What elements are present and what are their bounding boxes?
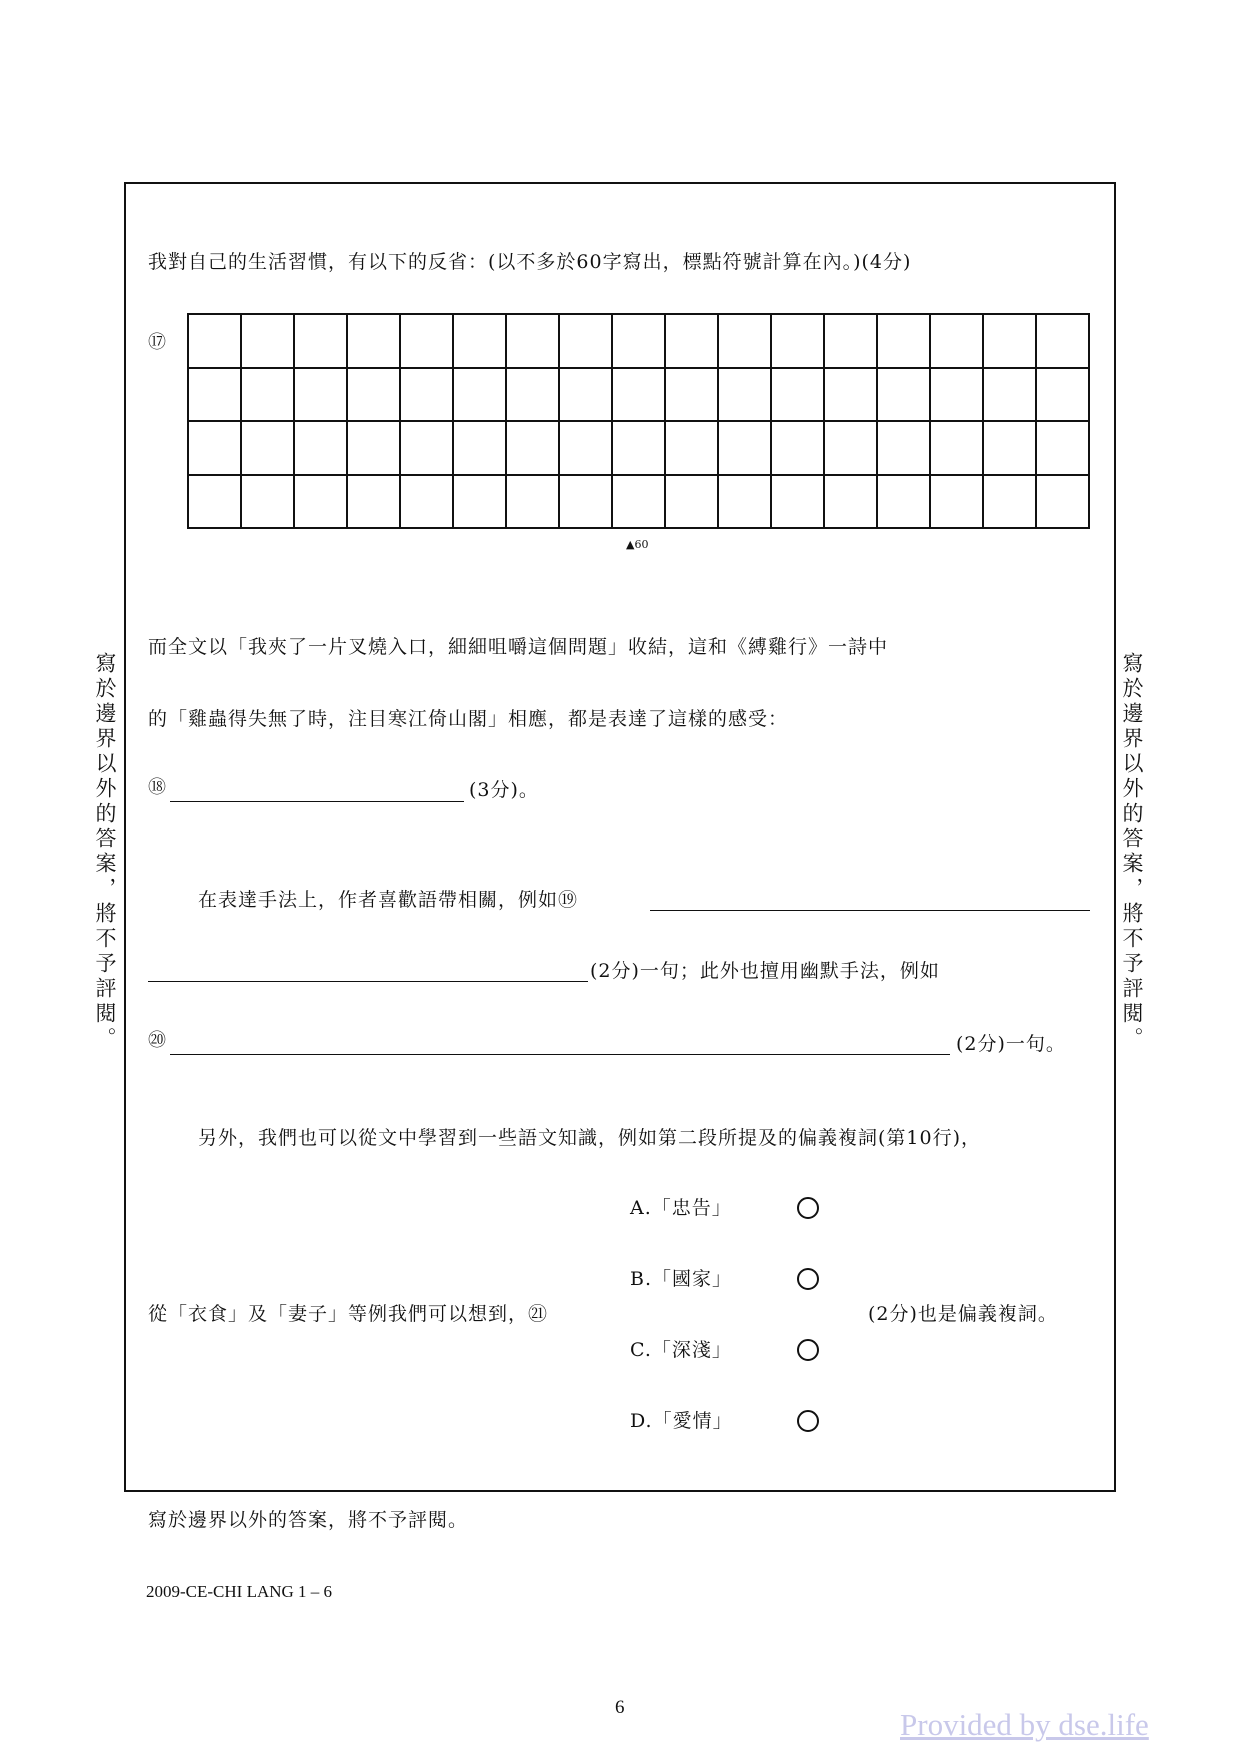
watermark: Provided by dse.life [900, 1707, 1149, 1742]
option-d-radio[interactable] [797, 1410, 819, 1432]
grid-cell[interactable] [772, 476, 825, 530]
grid-cell[interactable] [348, 422, 401, 476]
q20-answer-line[interactable] [170, 1054, 950, 1055]
grid-cell[interactable] [189, 369, 242, 423]
grid-cell[interactable] [719, 315, 772, 369]
grid-cell[interactable] [507, 315, 560, 369]
grid-cell[interactable] [825, 422, 878, 476]
grid-cell[interactable] [1037, 476, 1090, 530]
grid-cell[interactable] [719, 422, 772, 476]
grid-cell[interactable] [772, 422, 825, 476]
grid-cell[interactable] [295, 369, 348, 423]
grid-cell[interactable] [507, 422, 560, 476]
grid-cell[interactable] [931, 369, 984, 423]
option-a-label: A.「忠告」 [630, 1197, 732, 1219]
grid-cell[interactable] [719, 476, 772, 530]
grid-cell[interactable] [348, 476, 401, 530]
grid-cell[interactable] [666, 476, 719, 530]
grid-cell[interactable] [401, 315, 454, 369]
grid-cell[interactable] [613, 476, 666, 530]
grid-cell[interactable] [878, 315, 931, 369]
grid-cell[interactable] [401, 476, 454, 530]
grid-cell[interactable] [1037, 369, 1090, 423]
grid-cell[interactable] [401, 422, 454, 476]
grid-cell[interactable] [825, 315, 878, 369]
grid-cell[interactable] [242, 369, 295, 423]
q18-text-line2: 的「雞蟲得失無了時，注目寒江倚山閣」相應，都是表達了這樣的感受： [148, 708, 789, 730]
q18-answer-line[interactable] [170, 801, 464, 802]
grid-cell[interactable] [984, 369, 1037, 423]
q17-limit-mark: ▲60 [626, 538, 649, 551]
grid-cell[interactable] [613, 422, 666, 476]
q21-intro: 另外，我們也可以從文中學習到一些語文知識，例如第二段所提及的偏義複詞(第10行)， [198, 1127, 982, 1149]
grid-cell[interactable] [401, 369, 454, 423]
grid-cell[interactable] [772, 315, 825, 369]
grid-cell[interactable] [666, 369, 719, 423]
grid-cell[interactable] [931, 422, 984, 476]
page-number: 6 [615, 1697, 625, 1718]
option-c-radio[interactable] [797, 1339, 819, 1361]
q17-answer-grid[interactable] [187, 313, 1090, 529]
option-b-label: B.「國家」 [630, 1268, 733, 1290]
left-margin-note: 寫於邊界以外的答案，將不予評閱。 [93, 652, 117, 1052]
grid-cell[interactable] [984, 422, 1037, 476]
grid-cell[interactable] [825, 476, 878, 530]
grid-cell[interactable] [189, 422, 242, 476]
q20-after: (2分)一句。 [956, 1033, 1066, 1055]
grid-cell[interactable] [454, 476, 507, 530]
grid-cell[interactable] [666, 315, 719, 369]
grid-cell[interactable] [984, 315, 1037, 369]
q19-text: 在表達手法上，作者喜歡語帶相關，例如⑲ [198, 889, 579, 911]
paper-code: 2009-CE-CHI LANG 1 – 6 [146, 1582, 333, 1601]
q21-stem: 從「衣食」及「妻子」等例我們可以想到，㉑ [148, 1303, 549, 1325]
grid-cell[interactable] [189, 315, 242, 369]
grid-cell[interactable] [560, 422, 613, 476]
grid-cell[interactable] [560, 315, 613, 369]
grid-cell[interactable] [613, 369, 666, 423]
grid-cell[interactable] [878, 476, 931, 530]
option-b-radio[interactable] [797, 1268, 819, 1290]
q21-after: (2分)也是偏義複詞。 [868, 1303, 1058, 1325]
grid-cell[interactable] [507, 476, 560, 530]
grid-cell[interactable] [507, 369, 560, 423]
grid-cell[interactable] [560, 369, 613, 423]
q19-answer-line-1[interactable] [650, 910, 1090, 911]
q18-marks: (3分)。 [469, 779, 539, 801]
grid-cell[interactable] [666, 422, 719, 476]
q17-number: ⑰ [148, 332, 166, 353]
grid-cell[interactable] [348, 369, 401, 423]
grid-cell[interactable] [772, 369, 825, 423]
q20-number: ⑳ [148, 1030, 166, 1051]
grid-cell[interactable] [242, 315, 295, 369]
q17-prompt: 我對自己的生活習慣，有以下的反省：(以不多於60字寫出，標點符號計算在內。)(4分) [148, 251, 912, 273]
grid-cell[interactable] [878, 422, 931, 476]
grid-cell[interactable] [348, 315, 401, 369]
grid-cell[interactable] [984, 476, 1037, 530]
grid-cell[interactable] [189, 476, 242, 530]
option-c-label: C.「深淺」 [630, 1339, 732, 1361]
grid-cell[interactable] [931, 315, 984, 369]
option-d-label: D.「愛情」 [630, 1410, 733, 1432]
grid-cell[interactable] [454, 369, 507, 423]
grid-cell[interactable] [295, 315, 348, 369]
q18-number: ⑱ [148, 777, 166, 798]
grid-cell[interactable] [931, 476, 984, 530]
option-a-radio[interactable] [797, 1197, 819, 1219]
grid-cell[interactable] [613, 315, 666, 369]
grid-cell[interactable] [242, 476, 295, 530]
grid-cell[interactable] [825, 369, 878, 423]
footer-note: 寫於邊界以外的答案，將不予評閱。 [148, 1509, 469, 1531]
q19-after: (2分)一句；此外也擅用幽默手法，例如 [590, 960, 940, 982]
grid-cell[interactable] [719, 369, 772, 423]
grid-cell[interactable] [454, 422, 507, 476]
grid-cell[interactable] [560, 476, 613, 530]
q18-text-line1: 而全文以「我夾了一片叉燒入口，細細咀嚼這個問題」收結，這和《縛雞行》一詩中 [148, 636, 889, 658]
right-margin-note: 寫於邊界以外的答案，將不予評閱。 [1120, 652, 1144, 1052]
grid-cell[interactable] [1037, 315, 1090, 369]
grid-cell[interactable] [242, 422, 295, 476]
grid-cell[interactable] [295, 476, 348, 530]
grid-cell[interactable] [454, 315, 507, 369]
grid-cell[interactable] [1037, 422, 1090, 476]
grid-cell[interactable] [295, 422, 348, 476]
grid-cell[interactable] [878, 369, 931, 423]
q19-answer-line-2[interactable] [148, 981, 588, 982]
